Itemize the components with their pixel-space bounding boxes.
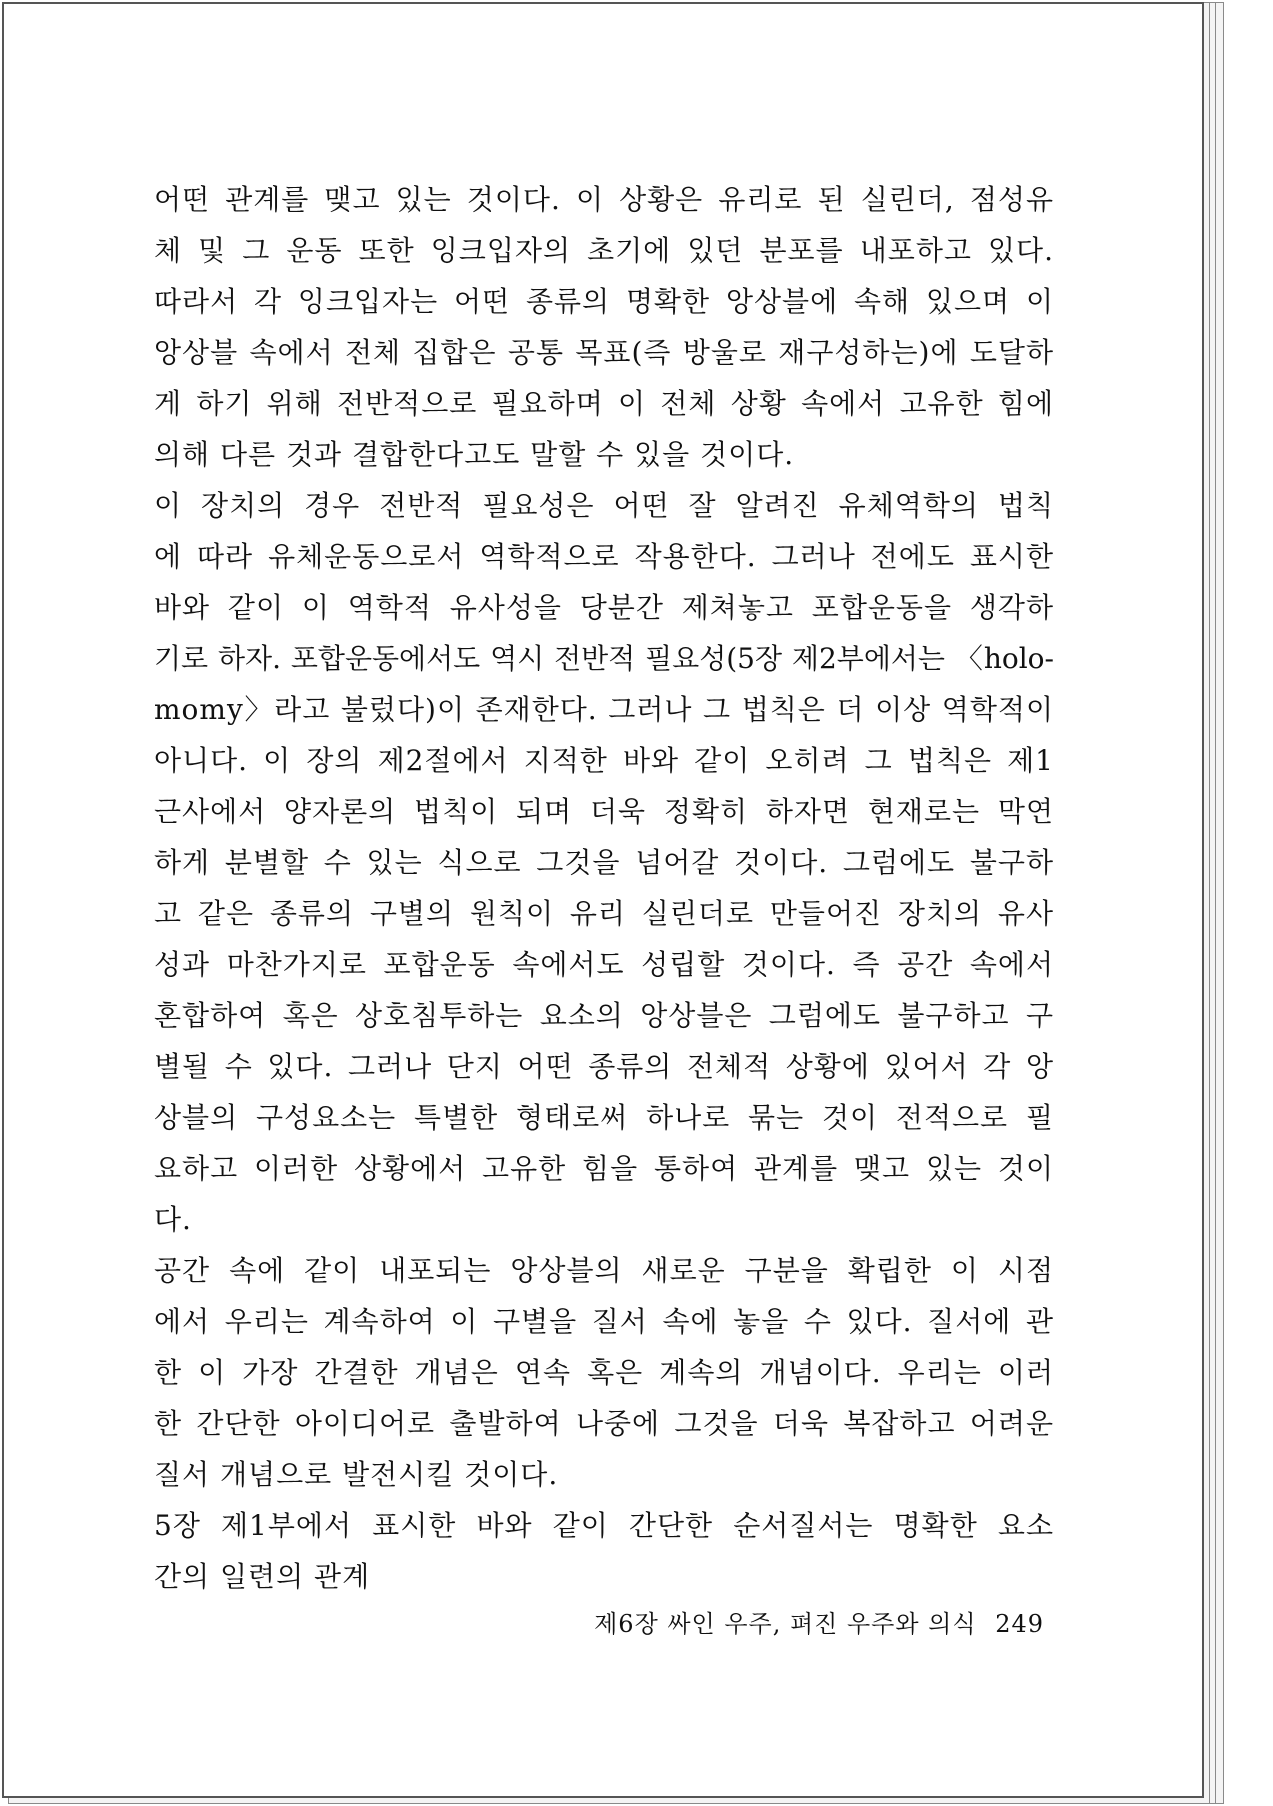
text-line: 어떤 관계를 맺고 있는 것이다. 이 상황은 유리로 된 실린더, 점성유 [154,183,1054,216]
text-line: momy〉라고 불렀다)이 존재한다. 그러나 그 법칙은 더 이상 역학적이 [154,693,1054,726]
text-line: 하게 분별할 수 있는 식으로 그것을 넘어갈 것이다. 그럼에도 불구하 [154,846,1054,879]
text-line: 혼합하여 혹은 상호침투하는 요소의 앙상블은 그럼에도 불구하고 구 [154,999,1054,1032]
page-footer [564,1604,1044,1644]
book-page [2,2,1204,1798]
text-line: 고 같은 종류의 구별의 원칙이 유리 실린더로 만들어진 장치의 유사 [154,897,1054,930]
page-number: 249 [995,1610,1044,1638]
text-line: 에서 우리는 계속하여 이 구별을 질서 속에 놓을 수 있다. 질서에 관 [154,1305,1054,1338]
text-line: 간의 일련의 관계 [154,1560,371,1593]
text-line: 상블의 구성요소는 특별한 형태로써 하나로 묶는 것이 전적으로 필 [154,1101,1054,1134]
text-line: 에 따라 유체운동으로서 역학적으로 작용한다. 그러나 전에도 표시한 [154,540,1054,573]
book-page-stack [2,2,1230,1802]
text-line: 기로 하자. 포합운동에서도 역시 전반적 필요성(5장 제2부에서는 〈holo- [154,642,1054,675]
text-line: 따라서 각 잉크입자는 어떤 종류의 명확한 앙상블에 속해 있으며 이 [154,285,1054,318]
text-line: 게 하기 위해 전반적으로 필요하며 이 전체 상황 속에서 고유한 힘에 [154,387,1054,420]
text-line: 근사에서 양자론의 법칙이 되며 더욱 정확히 하자면 현재로는 막연 [154,795,1054,828]
text-line: 의해 다른 것과 결합한다고도 말할 수 있을 것이다. [154,438,795,471]
text-line: 바와 같이 이 역학적 유사성을 당분간 제쳐놓고 포합운동을 생각하 [154,591,1054,624]
text-line: 성과 마찬가지로 포합운동 속에서도 성립할 것이다. 즉 공간 속에서 [154,948,1054,981]
text-line: 공간 속에 같이 내포되는 앙상블의 새로운 구분을 확립한 이 시점 [154,1254,1054,1287]
text-line: 이 장치의 경우 전반적 필요성은 어떤 잘 알려진 유체역학의 법칙 [154,489,1054,522]
text-line: 한 간단한 아이디어로 출발하여 나중에 그것을 더욱 복잡하고 어려운 [154,1407,1054,1440]
text-line: 다. [154,1203,192,1236]
text-line: 별될 수 있다. 그러나 단지 어떤 종류의 전체적 상황에 있어서 각 앙 [154,1050,1054,1083]
text-line: 요하고 이러한 상황에서 고유한 힘을 통하여 관계를 맺고 있는 것이 [154,1152,1054,1185]
text-line: 아니다. 이 장의 제2절에서 지적한 바와 같이 오히려 그 법칙은 제1 [154,744,1054,777]
text-line: 한 이 가장 간결한 개념은 연속 혹은 계속의 개념이다. 우리는 이러 [154,1356,1054,1389]
text-line: 질서 개념으로 발전시킬 것이다. [154,1458,559,1491]
text-line: 체 및 그 운동 또한 잉크입자의 초기에 있던 분포를 내포하고 있다. [154,234,1054,267]
text-line: 앙상블 속에서 전체 집합은 공통 목표(즉 방울로 재구성하는)에 도달하 [154,336,1054,369]
text-line: 5장 제1부에서 표시한 바와 같이 간단한 순서질서는 명확한 요소 [154,1509,1054,1542]
running-head: 제6장 싸인 우주, 펴진 우주와 의식 [594,1610,977,1638]
body-text [154,174,1054,1602]
